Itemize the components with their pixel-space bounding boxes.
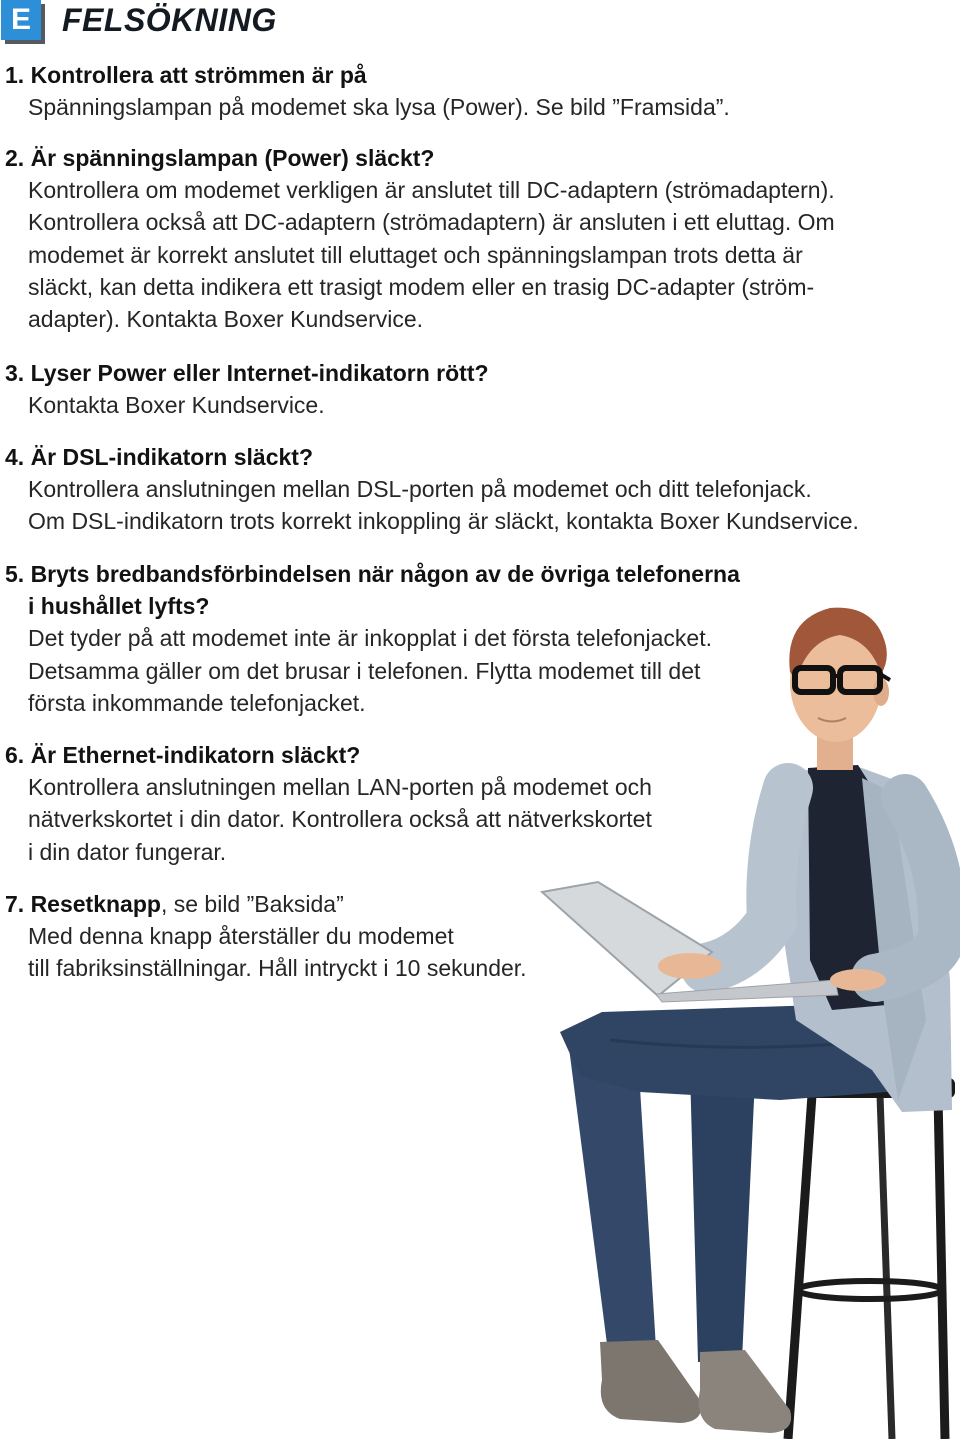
item-heading: 2. Är spänningslampan (Power) släckt? <box>5 145 435 171</box>
item-heading: 6. Är Ethernet-indikatorn släckt? <box>5 742 361 768</box>
troubleshoot-item-7 <box>0 888 900 985</box>
item-text-line: Kontrollera också att DC-adaptern (strömadaptern) är ansluten i ett eluttag. Om <box>28 209 835 236</box>
item-heading: 1. Kontrollera att strömmen är på <box>5 62 367 88</box>
item-text-line: släckt, kan detta indikera ett trasigt modem eller en trasig DC-adapter (ström- <box>28 273 815 300</box>
item-text-line: Detsamma gäller om det brusar i telefonen. Flytta modemet till det <box>28 657 701 684</box>
item-heading: 4. Är DSL-indikatorn släckt? <box>5 444 314 470</box>
item-heading: 3. Lyser Power eller Internet-indikatorn rött? <box>5 360 489 386</box>
left-shoe <box>600 1340 701 1423</box>
stool-right-leg <box>938 1095 945 1439</box>
item-text-line: Kontrollera anslutningen mellan LAN-porten på modemet och <box>28 774 652 801</box>
item-text-line: Kontrollera om modemet verkligen är anslutet till DC-adaptern (strömadaptern). <box>28 177 835 204</box>
page-title: FELSÖKNING <box>62 2 277 38</box>
item-text-line: Det tyder på att modemet inte är inkopplat i det första telefonjacket. <box>28 625 712 652</box>
stool-back-leg <box>880 1095 892 1439</box>
item-text-line: adapter). Kontakta Boxer Kundservice. <box>28 305 424 332</box>
stool-footrest-ring <box>798 1281 942 1299</box>
troubleshoot-item-1 <box>0 59 900 123</box>
item-text-line: första inkommande telefonjacket. <box>28 689 366 716</box>
item-text-line: i din dator fungerar. <box>28 838 227 865</box>
troubleshoot-item-6 <box>0 739 900 868</box>
item-heading <box>0 888 900 920</box>
item-text-line: Kontrollera anslutningen mellan DSL-porten på modemet och ditt telefonjack. <box>28 476 812 503</box>
right-shoe <box>699 1350 791 1433</box>
troubleshoot-item-2 <box>0 142 900 335</box>
item-heading-rest: , se bild ”Baksida” <box>160 891 344 917</box>
item-text-line: till fabriksinställningar. Håll intryckt i 10 sekunder. <box>28 955 527 982</box>
item-heading: 5. Bryts bredbandsförbindelsen när någon av de övriga telefonerna <box>5 561 740 587</box>
item-text-line: Spänningslampan på modemet ska lysa (Power). Se bild ”Framsida”. <box>28 94 730 121</box>
item-heading-continuation: i hushållet lyfts? <box>28 593 210 620</box>
troubleshoot-item-4 <box>0 441 900 538</box>
item-text-line: Om DSL-indikatorn trots korrekt inkoppling är släckt, kontakta Boxer Kundservice. <box>28 508 859 535</box>
stool-left-leg <box>788 1095 812 1439</box>
section-letter-badge: E <box>1 0 41 40</box>
right-lower-leg <box>690 1070 755 1362</box>
person-with-laptop-photo <box>540 600 960 1439</box>
troubleshoot-item-3 <box>0 357 900 421</box>
item-text-line: modemet är korrekt anslutet till eluttaget och spänningslampan trots detta är <box>28 241 803 268</box>
item-text-line: nätverkskortet i din dator. Kontrollera också att nätverkskortet <box>28 806 652 833</box>
item-text-line: Med denna knapp återställer du modemet <box>28 923 454 950</box>
troubleshoot-item-5 <box>0 558 900 719</box>
item-text-line: Kontakta Boxer Kundservice. <box>28 392 325 419</box>
item-heading-bold: 7. Resetknapp <box>5 891 161 917</box>
